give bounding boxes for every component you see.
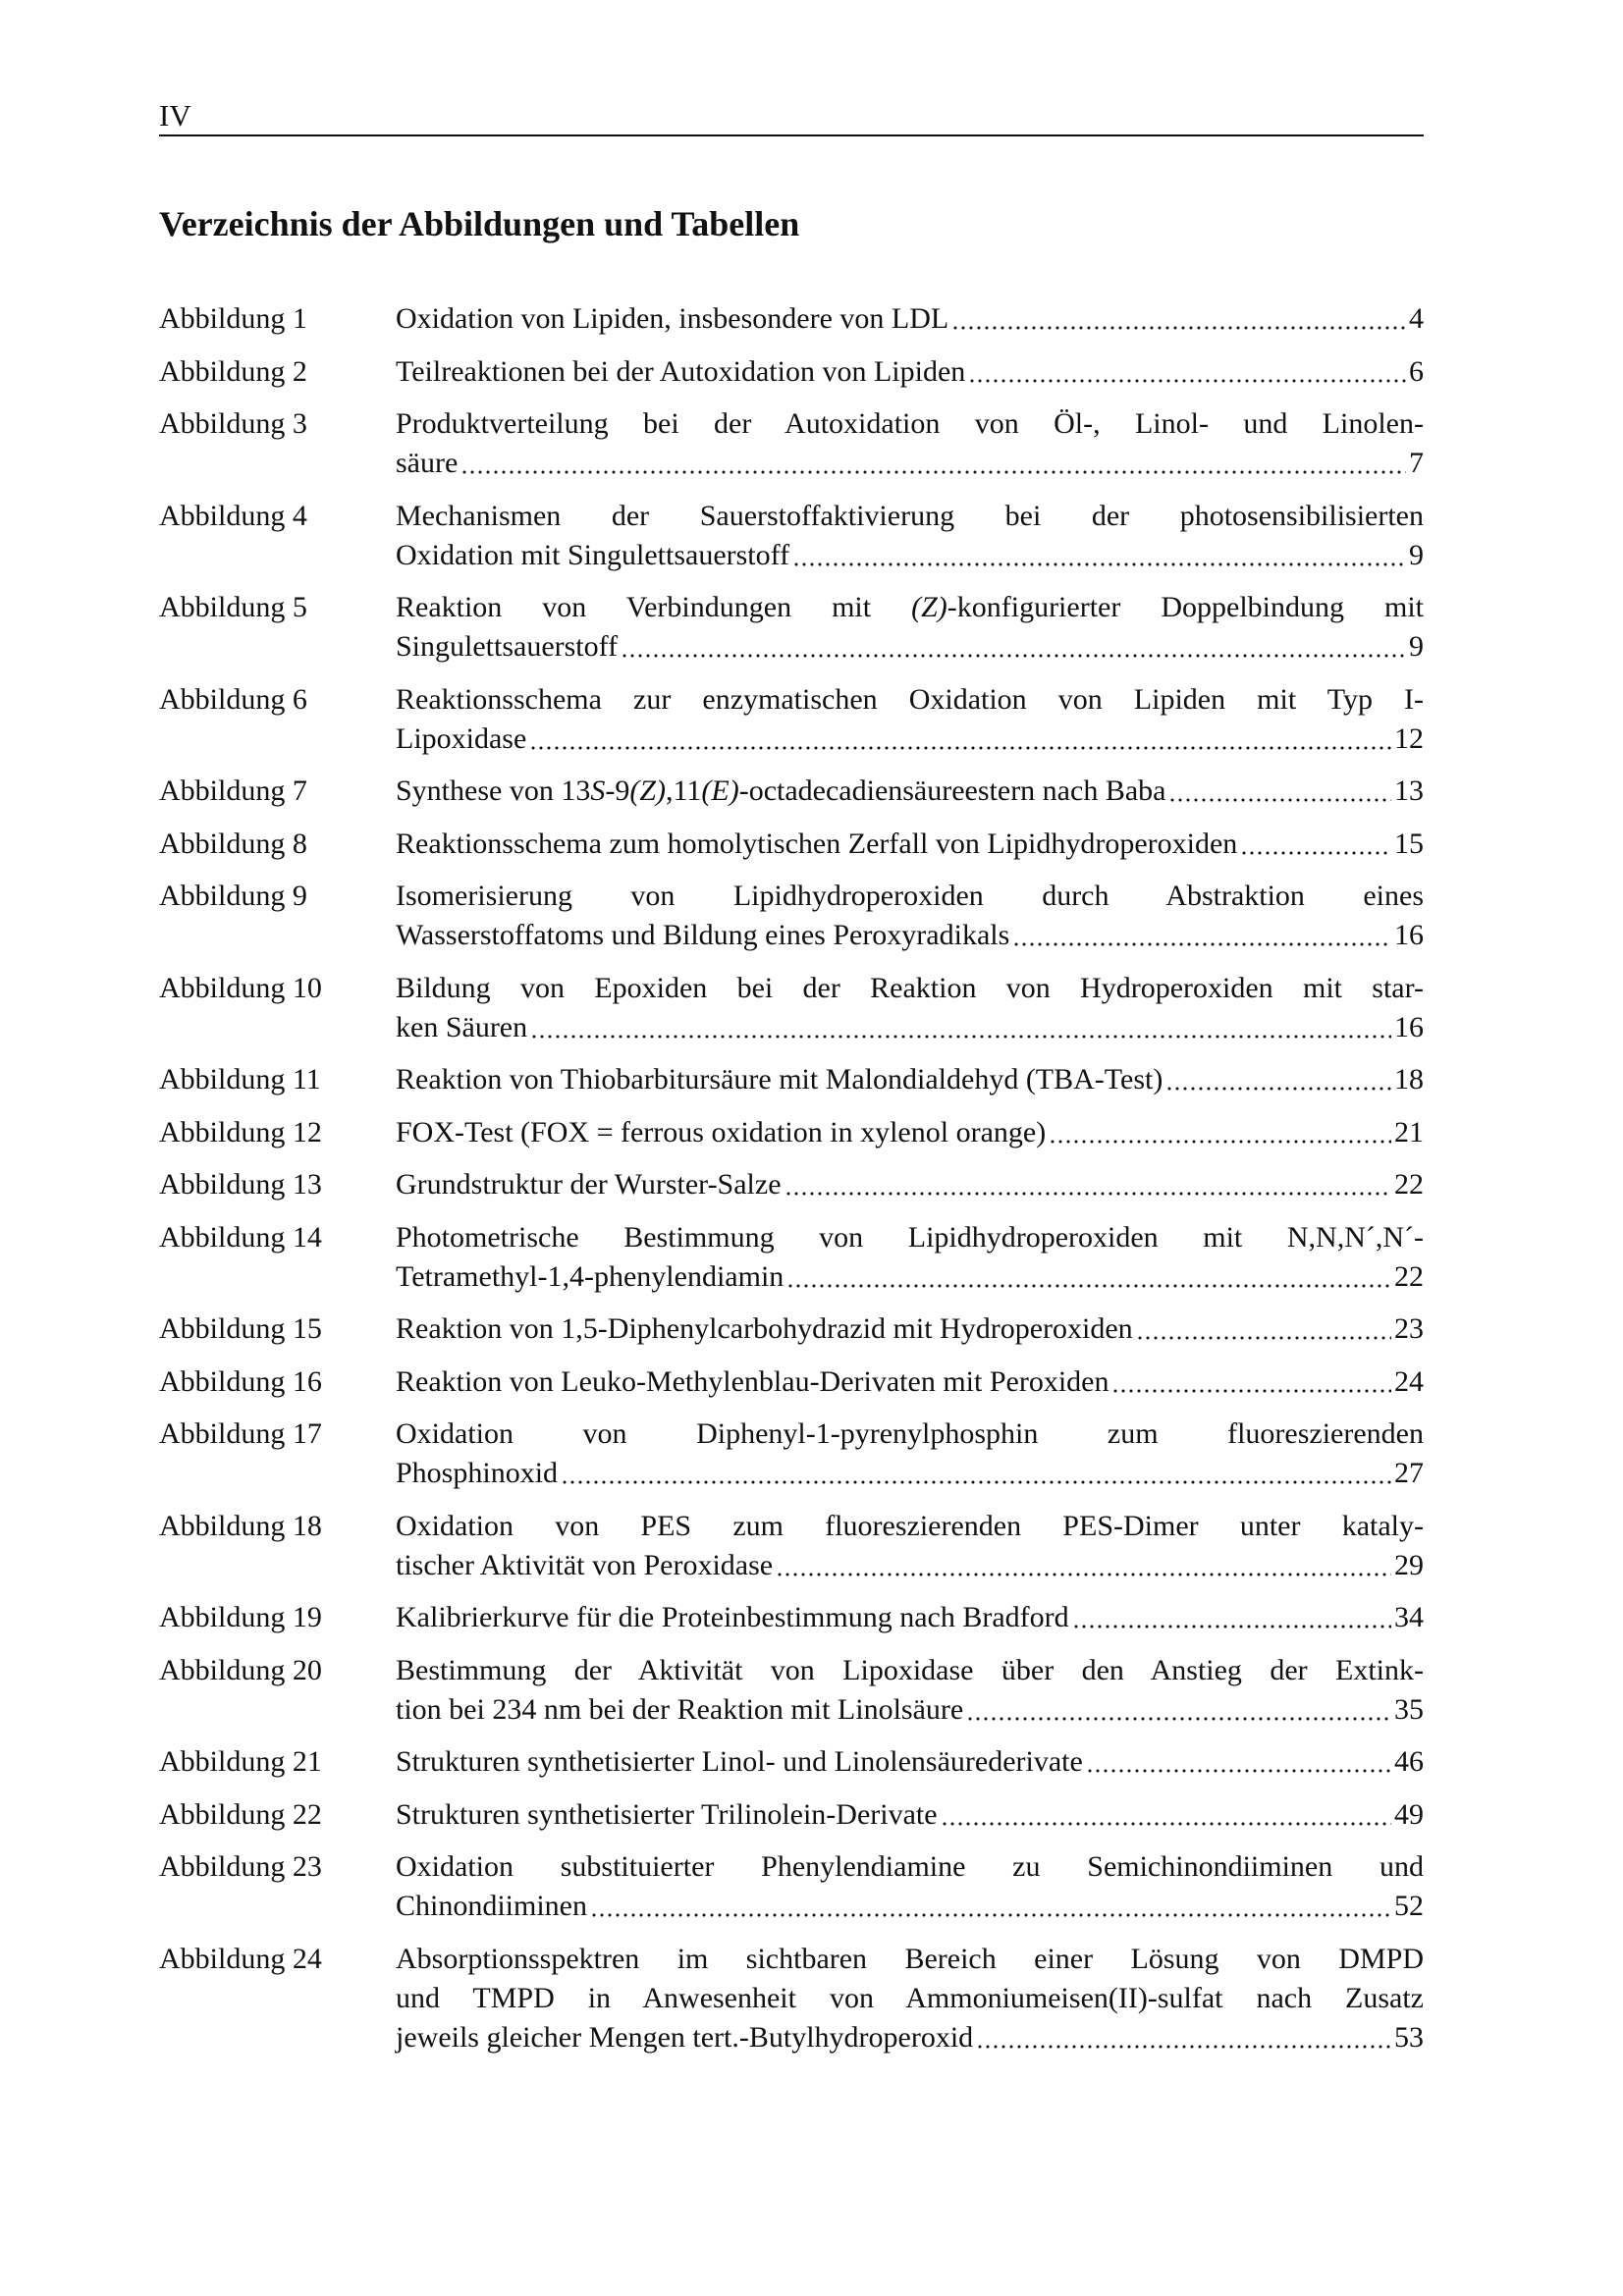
figure-caption <box>396 404 1424 483</box>
page-reference[interactable]: 6 <box>1409 354 1424 388</box>
caption-text: Synthese von 13S-9(Z),11(E)-octadecadiensäureestern nach Baba <box>396 774 1166 807</box>
caption-line <box>396 969 1424 1008</box>
caption-text: Absorptionsspektren im sichtbaren Bereich einer Lösung von DMPD <box>396 1942 1424 1975</box>
list-item[interactable] <box>159 1795 1424 1835</box>
dot-leader <box>784 1165 1391 1204</box>
caption-line <box>396 404 1424 444</box>
figure-label: Abbildung 24 <box>159 1942 322 1975</box>
dot-leader <box>976 2018 1391 2057</box>
dot-leader <box>530 1008 1391 1047</box>
caption-line <box>396 1309 1424 1349</box>
caption-text: Grundstruktur der Wurster-Salze <box>396 1168 782 1201</box>
caption-line <box>396 1979 1424 2018</box>
figure-caption <box>396 1795 1424 1835</box>
figure-caption <box>396 1598 1424 1637</box>
caption-line <box>396 588 1424 627</box>
list-item[interactable] <box>159 1218 1424 1297</box>
caption-text: Singulettsauerstoff <box>396 630 619 663</box>
list-item[interactable] <box>159 772 1424 811</box>
caption-line <box>396 1454 1424 1493</box>
caption-text: Oxidation mit Singulettsauerstoff <box>396 538 790 571</box>
caption-line <box>396 1507 1424 1546</box>
caption-text: Oxidation substituierter Phenylendiamine zu Semichinondiiminen und <box>396 1850 1424 1883</box>
dot-leader <box>460 444 1406 483</box>
dot-leader <box>1240 825 1391 864</box>
list-item[interactable] <box>159 1415 1424 1493</box>
caption-text: tion bei 234 nm bei der Reaktion mit Linolsäure <box>396 1692 964 1726</box>
figure-caption <box>396 1309 1424 1349</box>
caption-line <box>396 1690 1424 1730</box>
dot-leader <box>966 1690 1391 1730</box>
figure-caption <box>396 1507 1424 1585</box>
page-reference[interactable]: 13 <box>1394 774 1424 807</box>
figure-caption <box>396 1165 1424 1204</box>
figure-caption <box>396 299 1424 339</box>
page-reference[interactable]: 53 <box>1394 2020 1424 2054</box>
caption-text: Lipoxidase <box>396 721 527 755</box>
list-item[interactable] <box>159 1060 1424 1099</box>
figure-label: Abbildung 4 <box>159 499 307 532</box>
figure-label: Abbildung 7 <box>159 774 307 807</box>
caption-text: Teilreaktionen bei der Autoxidation von Lipiden <box>396 354 966 388</box>
dot-leader <box>951 299 1406 339</box>
dot-leader <box>621 627 1406 667</box>
list-item[interactable] <box>159 680 1424 759</box>
page-reference[interactable]: 49 <box>1394 1797 1424 1831</box>
figure-label: Abbildung 2 <box>159 354 307 388</box>
figure-label: Abbildung 23 <box>159 1850 322 1883</box>
figure-label: Abbildung 20 <box>159 1653 322 1686</box>
caption-line <box>396 680 1424 720</box>
figure-caption <box>396 969 1424 1047</box>
page-reference[interactable]: 15 <box>1394 827 1424 860</box>
figure-caption <box>396 588 1424 667</box>
list-item[interactable] <box>159 352 1424 392</box>
figure-caption <box>396 825 1424 864</box>
caption-line <box>396 352 1424 392</box>
figure-caption <box>396 1362 1424 1402</box>
page-reference[interactable]: 12 <box>1394 721 1424 755</box>
list-item[interactable] <box>159 1165 1424 1204</box>
caption-line <box>396 1940 1424 1979</box>
caption-text: Strukturen synthetisierter Trilinolein-Derivate <box>396 1797 938 1831</box>
figure-label: Abbildung 8 <box>159 827 307 860</box>
figure-caption <box>396 772 1424 811</box>
dot-leader <box>1012 916 1391 955</box>
caption-line <box>396 720 1424 759</box>
page-reference[interactable]: 18 <box>1394 1063 1424 1095</box>
caption-text: Chinondiiminen <box>396 1890 587 1922</box>
page-reference[interactable]: 22 <box>1394 1168 1424 1201</box>
figure-caption <box>396 1742 1424 1782</box>
page-reference[interactable]: 7 <box>1409 447 1424 479</box>
caption-text: Oxidation von PES zum fluoreszierenden PES-Dimer unter kataly- <box>396 1509 1424 1542</box>
figure-label: Abbildung 19 <box>159 1601 322 1633</box>
list-item[interactable] <box>159 1847 1424 1926</box>
figure-label: Abbildung 5 <box>159 591 307 623</box>
figure-label: Abbildung 9 <box>159 880 307 912</box>
list-item[interactable] <box>159 497 1424 575</box>
figure-caption <box>396 680 1424 759</box>
running-header <box>159 98 1424 136</box>
caption-line <box>396 1165 1424 1204</box>
caption-text: FOX-Test (FOX = ferrous oxidation in xylenol orange) <box>396 1115 1047 1148</box>
list-item[interactable] <box>159 877 1424 955</box>
figure-list <box>159 299 1424 2070</box>
page-reference[interactable]: 16 <box>1394 1010 1424 1043</box>
page-reference[interactable]: 46 <box>1394 1745 1424 1778</box>
caption-text: Oxidation von Diphenyl-1-pyrenylphosphin zum fluoreszierenden <box>396 1417 1424 1450</box>
dot-leader <box>1136 1309 1391 1349</box>
caption-line <box>396 1415 1424 1454</box>
list-item[interactable] <box>159 825 1424 864</box>
figure-label: Abbildung 14 <box>159 1220 322 1254</box>
page-title: Verzeichnis der Abbildungen und Tabellen <box>159 204 800 243</box>
caption-line <box>396 825 1424 864</box>
list-item[interactable] <box>159 404 1424 483</box>
caption-text: Bildung von Epoxiden bei der Reaktion von Hydroperoxiden mit star- <box>396 971 1424 1004</box>
caption-line <box>396 1218 1424 1257</box>
list-item[interactable] <box>159 969 1424 1047</box>
figure-caption <box>396 1847 1424 1926</box>
caption-line <box>396 1887 1424 1926</box>
caption-text: Mechanismen der Sauerstoffaktivierung bei der photosensibilisierten <box>396 499 1424 532</box>
dot-leader <box>529 720 1391 759</box>
figure-caption <box>396 1415 1424 1493</box>
caption-line <box>396 1060 1424 1099</box>
page-reference[interactable]: 35 <box>1394 1692 1424 1726</box>
list-item[interactable] <box>159 1598 1424 1637</box>
page-number: IV <box>159 98 191 133</box>
figure-caption <box>396 1218 1424 1297</box>
list-item[interactable] <box>159 299 1424 339</box>
page-reference[interactable]: 4 <box>1409 302 1424 335</box>
figure-label: Abbildung 11 <box>159 1063 321 1095</box>
caption-text: Reaktionsschema zum homolytischen Zerfall von Lipidhydroperoxiden <box>396 827 1238 860</box>
figure-label: Abbildung 22 <box>159 1797 322 1831</box>
dot-leader <box>1086 1742 1391 1782</box>
figure-label: Abbildung 1 <box>159 302 307 335</box>
caption-text: Phosphinoxid <box>396 1457 559 1489</box>
figure-label: Abbildung 21 <box>159 1745 322 1778</box>
figure-label: Abbildung 12 <box>159 1115 322 1148</box>
dot-leader <box>1049 1113 1391 1152</box>
caption-text: Reaktion von 1,5-Diphenylcarbohydrazid mit Hydroperoxiden <box>396 1312 1133 1345</box>
figure-caption <box>396 497 1424 575</box>
list-item[interactable] <box>159 1651 1424 1730</box>
caption-text: säure <box>396 447 459 479</box>
page-reference[interactable]: 16 <box>1394 919 1424 951</box>
figure-caption <box>396 877 1424 955</box>
caption-text: Kalibrierkurve für die Proteinbestimmung nach Bradford <box>396 1601 1069 1633</box>
caption-text: Bestimmung der Aktivität von Lipoxidase über den Anstieg der Extink- <box>396 1653 1424 1686</box>
caption-line <box>396 1008 1424 1047</box>
figure-caption <box>396 1651 1424 1730</box>
caption-text: Tetramethyl-1,4-phenylendiamin <box>396 1259 784 1293</box>
page-reference[interactable]: 23 <box>1394 1312 1424 1345</box>
figure-label: Abbildung 6 <box>159 682 307 716</box>
caption-line <box>396 1546 1424 1585</box>
figure-label: Abbildung 10 <box>159 971 322 1004</box>
caption-line <box>396 1651 1424 1690</box>
figure-caption <box>396 352 1424 392</box>
page-reference[interactable]: 27 <box>1394 1457 1424 1489</box>
dot-leader <box>1111 1362 1391 1402</box>
caption-text: Reaktion von Verbindungen mit (Z)-konfigurierter Doppelbindung mit <box>396 591 1424 623</box>
dot-leader <box>786 1257 1391 1297</box>
dot-leader <box>1168 772 1391 811</box>
caption-text: und TMPD in Anwesenheit von Ammoniumeisen(II)-sulfat nach Zusatz <box>396 1981 1424 2014</box>
caption-line <box>396 497 1424 536</box>
dot-leader <box>1072 1598 1391 1637</box>
figure-label: Abbildung 17 <box>159 1417 322 1450</box>
page-reference[interactable]: 24 <box>1394 1364 1424 1398</box>
figure-label: Abbildung 15 <box>159 1312 322 1345</box>
caption-line <box>396 1598 1424 1637</box>
page-reference[interactable]: 9 <box>1409 630 1424 663</box>
page-reference[interactable]: 22 <box>1394 1259 1424 1293</box>
caption-text: Reaktionsschema zur enzymatischen Oxidation von Lipiden mit Typ I- <box>396 682 1424 716</box>
page-reference[interactable]: 34 <box>1394 1601 1424 1633</box>
list-item[interactable] <box>159 1362 1424 1402</box>
caption-line <box>396 299 1424 339</box>
dot-leader <box>792 536 1406 575</box>
caption-line <box>396 1113 1424 1152</box>
dot-leader <box>1165 1060 1391 1099</box>
dot-leader <box>561 1454 1391 1493</box>
caption-text: tischer Aktivität von Peroxidase <box>396 1548 774 1581</box>
page-reference[interactable]: 21 <box>1394 1115 1424 1148</box>
caption-line <box>396 1847 1424 1887</box>
page-reference[interactable]: 29 <box>1394 1548 1424 1581</box>
caption-text: Wasserstoffatoms und Bildung eines Peroxyradikals <box>396 919 1010 951</box>
list-item[interactable] <box>159 1507 1424 1585</box>
caption-line <box>396 1257 1424 1297</box>
dot-leader <box>776 1546 1391 1585</box>
caption-line <box>396 2018 1424 2057</box>
caption-text: Reaktion von Leuko-Methylenblau-Derivaten mit Peroxiden <box>396 1364 1109 1398</box>
caption-line <box>396 536 1424 575</box>
caption-line <box>396 877 1424 916</box>
dot-leader <box>590 1887 1391 1926</box>
caption-text: Oxidation von Lipiden, insbesondere von LDL <box>396 302 949 335</box>
figure-label: Abbildung 16 <box>159 1364 322 1398</box>
caption-line <box>396 772 1424 811</box>
dot-leader <box>968 352 1406 392</box>
figure-label: Abbildung 18 <box>159 1509 322 1542</box>
figure-caption <box>396 1940 1424 2057</box>
caption-text: Reaktion von Thiobarbitursäure mit Malondialdehyd (TBA-Test) <box>396 1063 1163 1095</box>
list-item[interactable] <box>159 1309 1424 1349</box>
list-item[interactable] <box>159 588 1424 667</box>
caption-line <box>396 1362 1424 1402</box>
caption-text: Produktverteilung bei der Autoxidation von Öl-, Linol- und Linolen- <box>396 407 1424 440</box>
caption-line <box>396 1795 1424 1835</box>
caption-line <box>396 627 1424 667</box>
caption-line <box>396 916 1424 955</box>
figure-label: Abbildung 13 <box>159 1168 322 1201</box>
list-item[interactable] <box>159 1742 1424 1782</box>
figure-caption <box>396 1113 1424 1152</box>
caption-text: Photometrische Bestimmung von Lipidhydroperoxiden mit N,N,N´,N´- <box>396 1220 1424 1254</box>
dot-leader <box>941 1795 1391 1835</box>
caption-line <box>396 1742 1424 1782</box>
caption-text: Strukturen synthetisierter Linol- und Linolensäurederivate <box>396 1745 1083 1778</box>
page-reference[interactable]: 52 <box>1394 1890 1424 1922</box>
caption-text: Isomerisierung von Lipidhydroperoxiden durch Abstraktion eines <box>396 880 1424 912</box>
figure-label: Abbildung 3 <box>159 407 307 440</box>
caption-line <box>396 444 1424 483</box>
figure-caption <box>396 1060 1424 1099</box>
caption-text: jeweils gleicher Mengen tert.-Butylhydroperoxid <box>396 2020 974 2054</box>
list-item[interactable] <box>159 1940 1424 2057</box>
caption-text: ken Säuren <box>396 1010 528 1043</box>
list-item[interactable] <box>159 1113 1424 1152</box>
page-reference[interactable]: 9 <box>1409 538 1424 571</box>
